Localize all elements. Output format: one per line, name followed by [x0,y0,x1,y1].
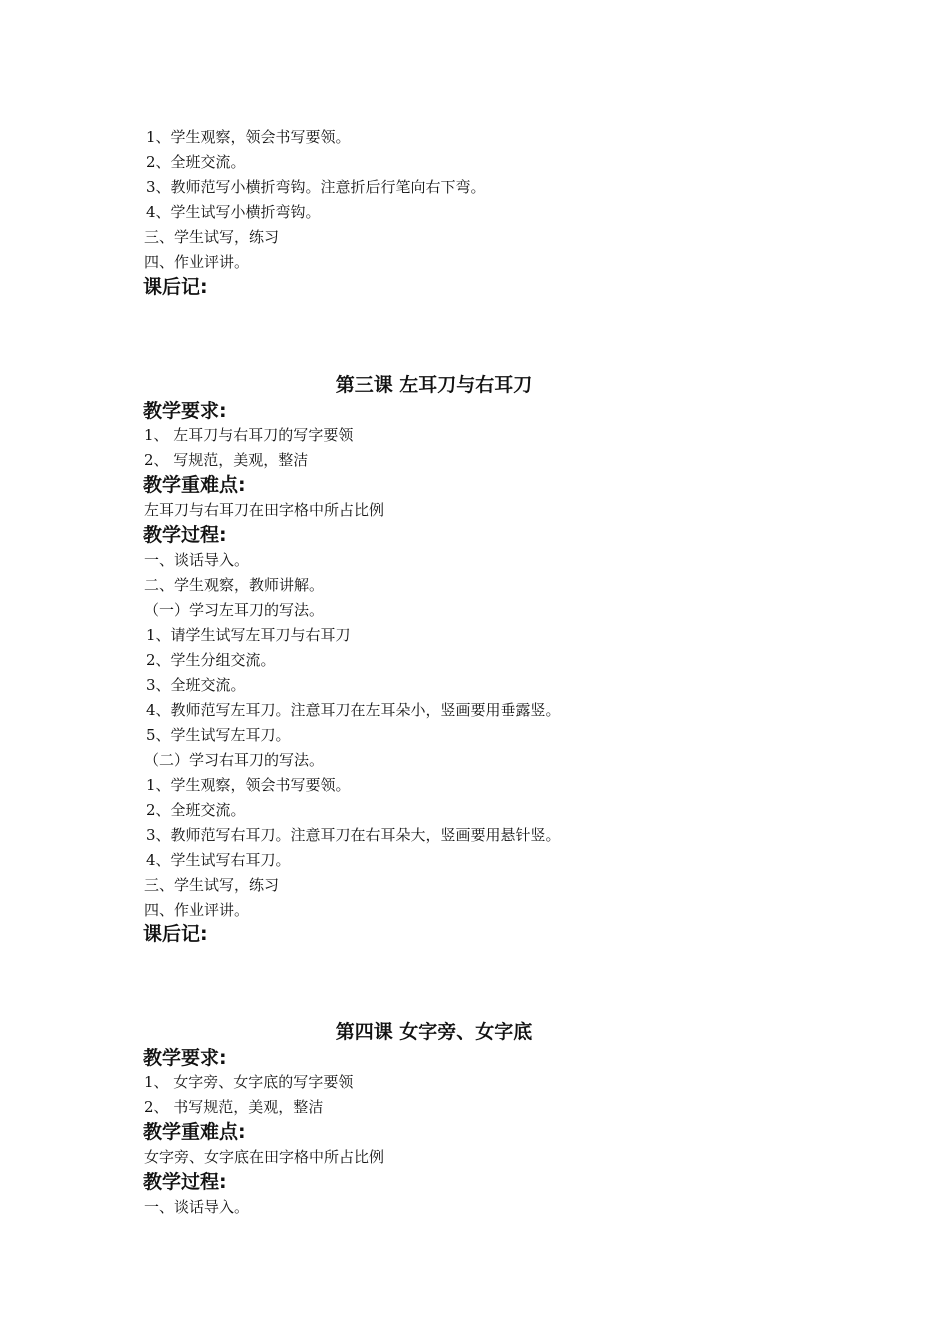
process-line: 一、谈话导入。 [144,1198,250,1216]
process-line: （一）学习左耳刀的写法。 [144,601,325,619]
text-line: 4、学生试写小横折弯钩。 [146,203,321,221]
requirement-item: 1、 左耳刀与右耳刀的写字要领 [144,426,354,444]
key-difficulties-text: 女字旁、女字底在田字格中所占比例 [144,1148,385,1166]
process-line: （二）学习右耳刀的写法。 [144,751,325,769]
process-line: 4、学生试写右耳刀。 [146,851,291,869]
process-line: 1、请学生试写左耳刀与右耳刀 [146,626,351,644]
process-heading: 教学过程: [143,524,227,546]
process-line: 1、学生观察，领会书写要领。 [146,776,351,794]
text-line: 三、学生试写，练习 [144,228,280,246]
process-line: 3、全班交流。 [146,676,246,694]
process-line: 一、谈话导入。 [144,551,250,569]
text-line: 2、全班交流。 [146,153,246,171]
process-line: 5、学生试写左耳刀。 [146,726,291,744]
text-line: 3、教师范写小横折弯钩。注意折后行笔向右下弯。 [146,178,486,196]
process-line: 三、学生试写，练习 [144,876,280,894]
after-class-heading: 课后记: [143,923,208,945]
process-line: 2、学生分组交流。 [146,651,276,669]
text-line: 1、学生观察，领会书写要领。 [146,128,351,146]
key-difficulties-heading: 教学重难点: [143,474,246,496]
process-line: 4、教师范写左耳刀。注意耳刀在左耳朵小，竖画要用垂露竖。 [146,701,561,719]
process-line: 2、全班交流。 [146,801,246,819]
requirement-item: 1、 女字旁、女字底的写字要领 [144,1073,354,1091]
requirement-item: 2、 写规范，美观，整洁 [144,451,309,469]
lesson-3-title: 第三课 左耳刀与右耳刀 [335,374,533,396]
requirements-heading: 教学要求: [143,400,227,422]
process-line: 3、教师范写右耳刀。注意耳刀在右耳朵大，竖画要用悬针竖。 [146,826,561,844]
requirement-item: 2、 书写规范，美观，整洁 [144,1098,324,1116]
process-line: 四、作业评讲。 [144,901,250,919]
after-class-heading: 课后记: [143,276,208,298]
text-line: 四、作业评讲。 [144,253,250,271]
process-line: 二、学生观察，教师讲解。 [144,576,325,594]
process-heading: 教学过程: [143,1171,227,1193]
lesson-4-title: 第四课 女字旁、女字底 [335,1021,533,1043]
key-difficulties-heading: 教学重难点: [143,1121,246,1143]
key-difficulties-text: 左耳刀与右耳刀在田字格中所占比例 [144,501,385,519]
requirements-heading: 教学要求: [143,1047,227,1069]
